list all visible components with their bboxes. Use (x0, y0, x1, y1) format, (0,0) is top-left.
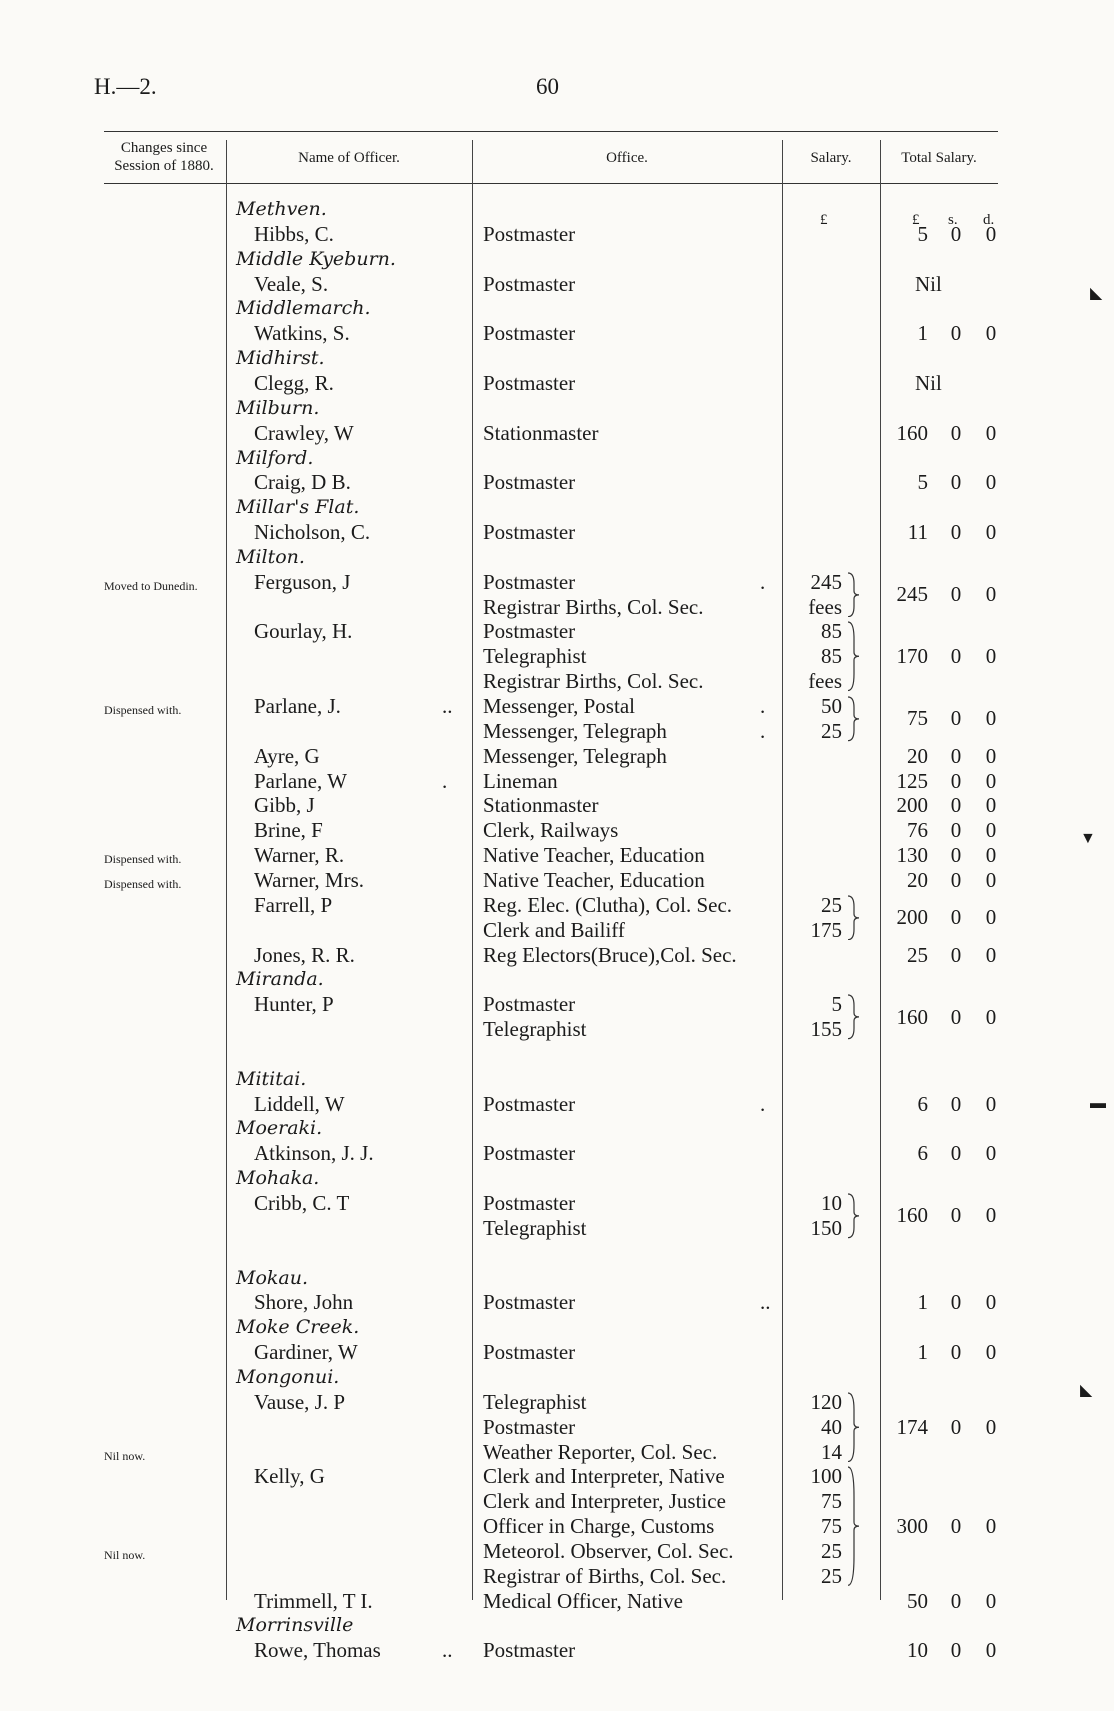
office-title: Postmaster (483, 1414, 576, 1439)
total-pounds: 160 (896, 420, 928, 445)
office-title: Messenger, Postal (483, 694, 635, 718)
officer-name: Crawley, W (254, 420, 354, 445)
table-row (0, 868, 1114, 893)
table-header-rule (104, 183, 998, 184)
table-row (0, 793, 1114, 818)
total-shillings: 0 (950, 520, 962, 545)
table-row (0, 1067, 1114, 1092)
office-title: Postmaster (483, 370, 576, 395)
office-title: Officer in Charge, Customs (483, 1514, 715, 1539)
total-pence: 0 (985, 1004, 997, 1029)
change-note: Dispensed with. (104, 703, 182, 717)
office-title: Registrar of Births, Col. Sec. (483, 1563, 727, 1588)
office-title: Postmaster (483, 619, 576, 644)
total-pounds: 20 (907, 743, 928, 768)
total-pounds: 245 (896, 582, 928, 607)
total-pounds: 125 (896, 768, 928, 793)
officer-name: Parlane, W (254, 768, 347, 793)
total-shillings: 0 (950, 470, 962, 495)
table-row (0, 1539, 1114, 1564)
table-row (0, 495, 1114, 520)
table-row (0, 1290, 1114, 1315)
table-row (0, 1464, 1114, 1489)
place-heading: Middlemarch. (236, 297, 371, 320)
office-title: Postmaster (483, 470, 576, 495)
leader-dots: .. (760, 1290, 771, 1315)
leader-dots: .. (442, 694, 453, 718)
table-row (0, 1166, 1114, 1191)
total-pounds: 1 (917, 1340, 928, 1365)
leader-dots: . (760, 569, 766, 594)
change-note: Moved to Dunedin. (104, 578, 198, 593)
salary-value: fees (808, 669, 842, 694)
total-pence: 0 (985, 1141, 997, 1166)
total-shillings: 0 (950, 793, 962, 818)
total-pence: 0 (985, 1091, 997, 1116)
total-pounds: 200 (896, 793, 928, 818)
salary-value: 5 (831, 992, 842, 1017)
office-title: Stationmaster (483, 420, 599, 445)
group-total-row (0, 706, 1114, 731)
salary-unit: £ (820, 212, 828, 228)
total-pence: 0 (985, 1513, 997, 1538)
total-pounds: 50 (907, 1588, 928, 1613)
margin-mark: ◣ (1080, 1382, 1093, 1399)
total-pounds: 300 (896, 1513, 928, 1538)
total-shillings: 0 (950, 867, 962, 892)
change-note: Nil now. (104, 1448, 146, 1463)
officer-name: Jones, R. R. (254, 942, 355, 967)
office-title: Registrar Births, Col. Sec. (483, 669, 704, 694)
total-pounds: 25 (907, 942, 928, 967)
total-shillings: 0 (950, 1588, 962, 1613)
place-heading: Moke Creek. (236, 1316, 360, 1339)
table-row (0, 1613, 1114, 1638)
officer-name: Warner, Mrs. (254, 867, 365, 892)
total-pence: 0 (985, 706, 997, 731)
total-shillings: 0 (950, 743, 962, 768)
total-shillings: 0 (950, 1203, 962, 1228)
total-pence: 0 (985, 470, 997, 495)
page-number: 60 (536, 74, 559, 99)
table-row (0, 1340, 1114, 1365)
office-title: Messenger, Telegraph (483, 718, 667, 743)
office-title: Stationmaster (483, 793, 599, 818)
pence-unit: d. (983, 212, 995, 228)
total-pence: 0 (985, 843, 997, 868)
officer-name: Watkins, S. (254, 321, 350, 346)
total-pounds: 200 (896, 905, 928, 930)
table-row (0, 470, 1114, 495)
office-title: Telegraphist (483, 644, 587, 669)
salary-value: 245 (810, 569, 842, 594)
officer-name: Nicholson, C. (254, 520, 371, 545)
column-header-office: Office. (606, 150, 648, 166)
table-row (0, 421, 1114, 446)
margin-mark: ◣ (1090, 285, 1103, 302)
group-total-row (0, 1005, 1114, 1030)
total-shillings: 0 (950, 1340, 962, 1365)
total-pounds: 5 (917, 221, 928, 246)
officer-name: Farrell, P (254, 892, 333, 917)
salary-value: 25 (821, 1538, 842, 1563)
place-heading: Milburn. (236, 396, 320, 419)
office-title: Telegraphist (483, 1017, 587, 1042)
total-shillings: 0 (950, 1638, 962, 1663)
officer-name: Gibb, J (254, 793, 315, 818)
total-nil: Nil (915, 271, 942, 296)
table-row (0, 1042, 1114, 1067)
officer-name: Ferguson, J (254, 569, 351, 594)
table-row (0, 1638, 1114, 1663)
officer-name: Vause, J. P (254, 1389, 346, 1414)
table-row (0, 446, 1114, 471)
salary-value: 14 (821, 1439, 842, 1464)
total-pounds: 170 (896, 644, 928, 669)
office-title: Native Teacher, Education (483, 843, 705, 868)
total-shillings: 0 (950, 582, 962, 607)
total-pence: 0 (985, 520, 997, 545)
column-header-total: Total Salary. (901, 150, 977, 166)
officer-name: Hibbs, C. (254, 221, 334, 246)
office-title: Clerk and Interpreter, Justice (483, 1489, 726, 1514)
office-title: Lineman (483, 768, 558, 793)
table-row (0, 967, 1114, 992)
office-title: Postmaster (483, 271, 576, 296)
total-shillings: 0 (950, 1091, 962, 1116)
total-shillings: 0 (950, 1290, 962, 1315)
salary-value: 10 (821, 1191, 842, 1215)
office-title: Clerk and Interpreter, Native (483, 1464, 725, 1489)
table-row (0, 371, 1114, 396)
leader-dots: . (442, 768, 448, 793)
column-header-changes (104, 139, 224, 175)
officer-name: Hunter, P (254, 992, 334, 1017)
office-title: Postmaster (483, 569, 576, 594)
table-row (0, 247, 1114, 272)
salary-value: 85 (821, 619, 842, 644)
total-pence: 0 (985, 420, 997, 445)
total-shillings: 0 (950, 905, 962, 930)
office-title: Postmaster (483, 520, 576, 545)
officer-name: Craig, D B. (254, 470, 351, 495)
table-row (0, 346, 1114, 371)
table-row (0, 818, 1114, 843)
total-pounds: 11 (907, 520, 928, 545)
office-title: Postmaster (483, 1141, 576, 1166)
place-heading: Midhirst. (236, 347, 325, 370)
total-pence: 0 (985, 905, 997, 930)
salary-value: 25 (821, 718, 842, 743)
table-top-rule (104, 131, 998, 132)
total-pence: 0 (985, 1638, 997, 1663)
total-pounds: 1 (917, 321, 928, 346)
total-pounds: 75 (907, 706, 928, 731)
salary-value: 100 (810, 1464, 842, 1489)
table-row (0, 321, 1114, 346)
total-pence: 0 (985, 1340, 997, 1365)
margin-mark: ▬ (1090, 1095, 1106, 1112)
total-pence: 0 (985, 768, 997, 793)
group-total-row (0, 644, 1114, 669)
table-row (0, 1092, 1114, 1117)
office-title: Reg Electors(Bruce),Col. Sec. (483, 942, 737, 967)
salary-value: 175 (810, 917, 842, 942)
officer-name: Clegg, R. (254, 370, 334, 395)
office-title: Postmaster (483, 1340, 576, 1365)
table-row (0, 619, 1114, 644)
total-pence: 0 (985, 1588, 997, 1613)
total-shillings: 0 (950, 818, 962, 843)
place-heading: Miranda. (236, 968, 324, 991)
total-shillings: 0 (950, 768, 962, 793)
table-row (0, 1141, 1114, 1166)
office-title: Postmaster (483, 221, 576, 246)
total-pence: 0 (985, 867, 997, 892)
total-pence: 0 (985, 1203, 997, 1228)
total-pounds: 130 (896, 843, 928, 868)
total-shillings: 0 (950, 1414, 962, 1439)
table-row (0, 1564, 1114, 1589)
office-title: Meteorol. Observer, Col. Sec. (483, 1538, 734, 1563)
column-header-changes-line1: Changes since (120, 140, 208, 156)
office-title: Telegraphist (483, 1389, 587, 1414)
office-title: Clerk, Railways (483, 818, 619, 843)
group-total-row (0, 1203, 1114, 1228)
margin-mark: ▼ (1080, 830, 1096, 847)
officer-name: Atkinson, J. J. (254, 1141, 374, 1166)
place-heading: Mongonui. (236, 1365, 340, 1388)
total-shillings: 0 (950, 1004, 962, 1029)
office-title: Weather Reporter, Col. Sec. (483, 1439, 718, 1464)
office-title: Registrar Births, Col. Sec. (483, 594, 704, 619)
total-pounds: 174 (896, 1414, 928, 1439)
officer-name: Parlane, J. (254, 694, 341, 718)
table-row (0, 520, 1114, 545)
table-row (0, 296, 1114, 321)
officer-name: Warner, R. (254, 843, 345, 868)
table-row (0, 272, 1114, 297)
office-title: Telegraphist (483, 1215, 587, 1240)
column-header-salary: Salary. (810, 150, 852, 166)
total-pence: 0 (985, 1414, 997, 1439)
office-title: Postmaster (483, 1638, 576, 1663)
salary-value: 40 (821, 1414, 842, 1439)
group-total-row (0, 582, 1114, 607)
total-pounds: 160 (896, 1004, 928, 1029)
officer-name: Liddell, W (254, 1091, 345, 1116)
officer-name: Rowe, Thomas (254, 1638, 381, 1663)
total-pence: 0 (985, 818, 997, 843)
total-shillings: 0 (950, 706, 962, 731)
officer-name: Cribb, C. T (254, 1191, 350, 1215)
office-title: Reg. Elec. (Clutha), Col. Sec. (483, 892, 733, 917)
total-shillings: 0 (950, 221, 962, 246)
table-row (0, 1241, 1114, 1266)
salary-value: 85 (821, 644, 842, 669)
total-shillings: 0 (950, 321, 962, 346)
total-pence: 0 (985, 743, 997, 768)
table-row (0, 396, 1114, 421)
place-heading: Mohaka. (236, 1167, 320, 1190)
document-reference: H.—2. (94, 74, 157, 99)
place-heading: Morrinsville (236, 1614, 354, 1637)
change-note: Nil now. (104, 1547, 146, 1562)
leader-dots: . (760, 718, 766, 743)
total-shillings: 0 (950, 1513, 962, 1538)
change-note: Dispensed with. (104, 876, 182, 891)
office-title: Postmaster (483, 992, 576, 1017)
shillings-unit: s. (948, 212, 958, 228)
office-title: Postmaster (483, 1091, 576, 1116)
group-total-row (0, 905, 1114, 930)
total-shillings: 0 (950, 843, 962, 868)
office-title: Messenger, Telegraph (483, 743, 667, 768)
leader-dots: . (760, 1091, 766, 1116)
table-row (0, 943, 1114, 968)
table-row (0, 1440, 1114, 1465)
place-heading: Milton. (236, 545, 305, 568)
total-nil: Nil (915, 370, 942, 395)
office-title: Postmaster (483, 321, 576, 346)
place-heading: Methven. (236, 198, 327, 220)
place-heading: Mititai. (236, 1067, 307, 1090)
total-pounds: 160 (896, 1203, 928, 1228)
officer-name: Brine, F (254, 818, 323, 843)
total-pence: 0 (985, 793, 997, 818)
officer-name: Ayre, G (254, 743, 320, 768)
officer-name: Shore, John (254, 1290, 354, 1315)
office-title: Medical Officer, Native (483, 1588, 683, 1613)
group-total-row (0, 1514, 1114, 1539)
leader-dots: .. (442, 1638, 453, 1663)
total-pence: 0 (985, 221, 997, 246)
table-row (0, 669, 1114, 694)
table-row (0, 1489, 1114, 1514)
office-title: Postmaster (483, 1290, 576, 1315)
table-row (0, 1365, 1114, 1390)
table-row (0, 769, 1114, 794)
total-pence: 0 (985, 1290, 997, 1315)
table-row (0, 1116, 1114, 1141)
salary-value: 150 (810, 1215, 842, 1240)
office-title: Postmaster (483, 1191, 576, 1215)
table-row (0, 744, 1114, 769)
total-pence: 0 (985, 582, 997, 607)
column-header-name: Name of Officer. (298, 150, 400, 166)
total-pence: 0 (985, 644, 997, 669)
group-total-row (0, 1415, 1114, 1440)
change-note: Dispensed with. (104, 852, 182, 867)
total-pounds: 5 (917, 470, 928, 495)
office-title: Clerk and Bailiff (483, 917, 625, 942)
place-heading: Milford. (236, 446, 314, 469)
officer-name: Gardiner, W (254, 1340, 358, 1365)
table-row (0, 1390, 1114, 1415)
total-pounds: 6 (917, 1091, 928, 1116)
total-shillings: 0 (950, 1141, 962, 1166)
table-row (0, 1589, 1114, 1614)
office-title: Native Teacher, Education (483, 867, 705, 892)
salary-value: 155 (810, 1017, 842, 1042)
total-shillings: 0 (950, 420, 962, 445)
leader-dots: . (760, 694, 766, 718)
total-pence: 0 (985, 321, 997, 346)
table-row (0, 197, 1114, 222)
officer-name: Gourlay, H. (254, 619, 353, 644)
officer-name: Kelly, G (254, 1464, 325, 1489)
salary-value: 75 (821, 1514, 842, 1539)
pounds-unit: £ (912, 212, 920, 228)
salary-value: 75 (821, 1489, 842, 1514)
salary-value: 120 (810, 1389, 842, 1414)
officer-name: Veale, S. (254, 271, 329, 296)
salary-value: 25 (821, 892, 842, 917)
total-pounds: 1 (917, 1290, 928, 1315)
officer-name: Trimmell, T I. (254, 1588, 373, 1613)
table-row (0, 1315, 1114, 1340)
salary-value: fees (808, 594, 842, 619)
total-shillings: 0 (950, 644, 962, 669)
total-pounds: 76 (907, 818, 928, 843)
column-header-changes-line2: Session of 1880. (114, 158, 214, 174)
place-heading: Millar's Flat. (236, 496, 360, 519)
total-pounds: 20 (907, 867, 928, 892)
table-row (0, 222, 1114, 247)
total-pounds: 10 (907, 1638, 928, 1663)
table-row (0, 843, 1114, 868)
total-pence: 0 (985, 942, 997, 967)
salary-value: 50 (821, 694, 842, 718)
total-shillings: 0 (950, 942, 962, 967)
place-heading: Middle Kyeburn. (236, 247, 396, 270)
total-pounds: 6 (917, 1141, 928, 1166)
table-row (0, 545, 1114, 570)
table-row (0, 1266, 1114, 1291)
place-heading: Moeraki. (236, 1117, 323, 1140)
place-heading: Mokau. (236, 1266, 309, 1289)
salary-value: 25 (821, 1563, 842, 1588)
